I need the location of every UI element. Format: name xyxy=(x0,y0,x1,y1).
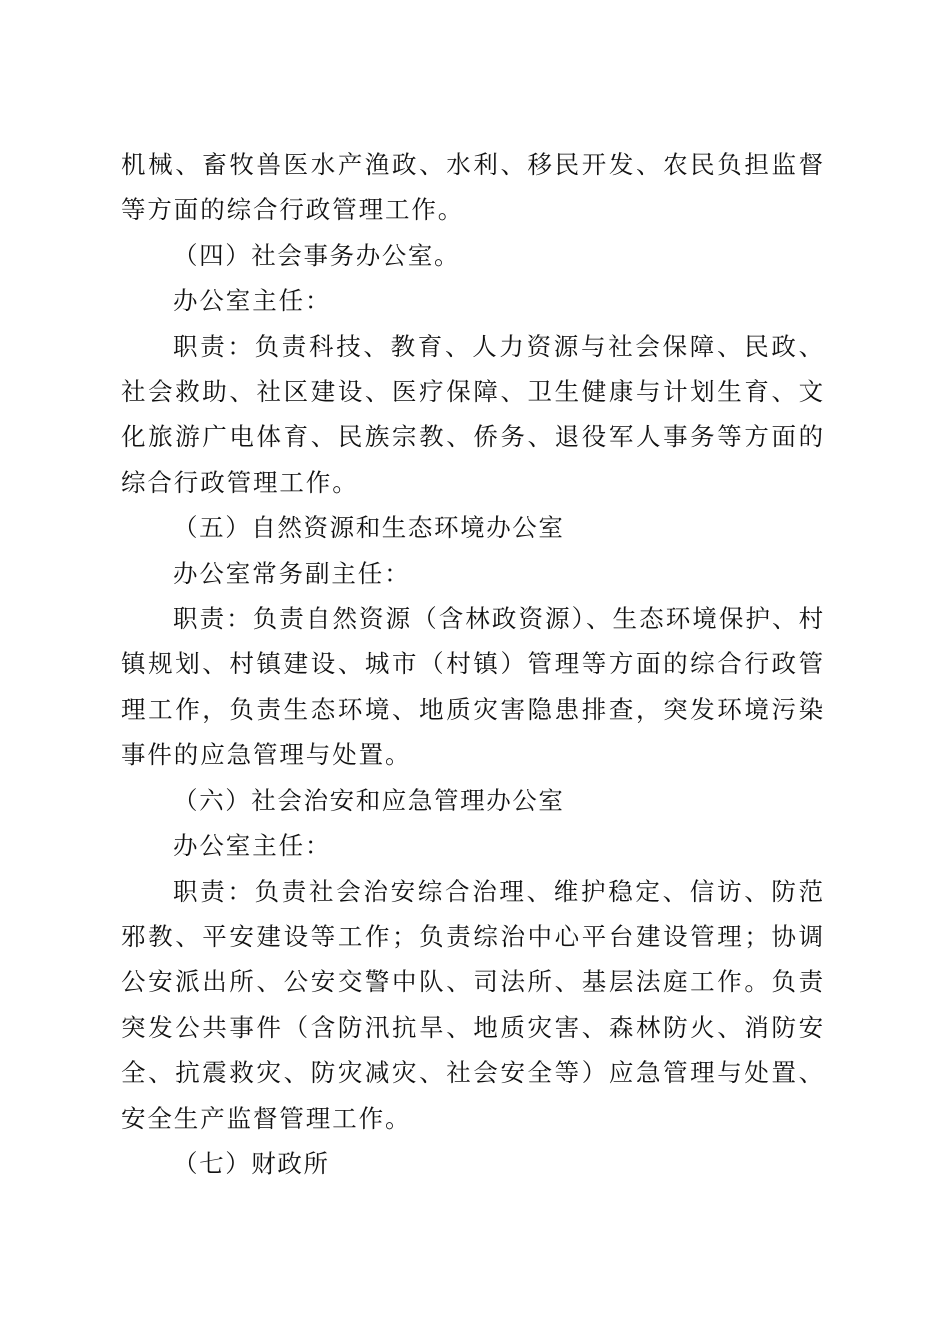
section-heading-public-security: （六）社会治安和应急管理办公室 xyxy=(173,785,565,815)
position-line-director: 办公室主任： xyxy=(173,831,332,861)
section-heading-social-affairs: （四）社会事务办公室。 xyxy=(173,240,461,270)
duties-paragraph-natural-resources: 职责：负责自然资源（含林政资源）、生态环境保护、村镇规划、村镇建设、城市（村镇）管理等方面的综合行政管理工作，负责生态环境、地质灾害隐患排查，突发环境污染事件的应急管理与处置。 xyxy=(121,604,825,770)
duties-paragraph-public-security: 职责：负责社会治安综合治理、维护稳定、信访、防范邪教、平安建设等工作；负责综治中心平台建设管理；协调公安派出所、公安交警中队、司法所、基层法庭工作。负责突发公共事件（含防汛抗旱、地质灾害、森林防火、消防安全、抗震救灾、防灾减灾、社会安全等）应急管理与处置、安全生产监督管理工作。 xyxy=(121,876,825,1133)
duties-paragraph-social-affairs: 职责：负责科技、教育、人力资源与社会保障、民政、社会救助、社区建设、医疗保障、卫生健康与计划生育、文化旅游广电体育、民族宗教、侨务、退役军人事务等方面的综合行政管理工作。 xyxy=(121,331,825,497)
position-line-executive-deputy: 办公室常务副主任： xyxy=(173,558,411,588)
section-heading-finance-office: （七）财政所 xyxy=(173,1148,330,1178)
section-heading-natural-resources: （五）自然资源和生态环境办公室 xyxy=(173,513,565,543)
document-body xyxy=(121,142,825,1186)
position-line-director: 办公室主任： xyxy=(173,286,332,316)
paragraph-continuation: 机械、畜牧兽医水产渔政、水利、移民开发、农民负担监督等方面的综合行政管理工作。 xyxy=(121,150,825,225)
